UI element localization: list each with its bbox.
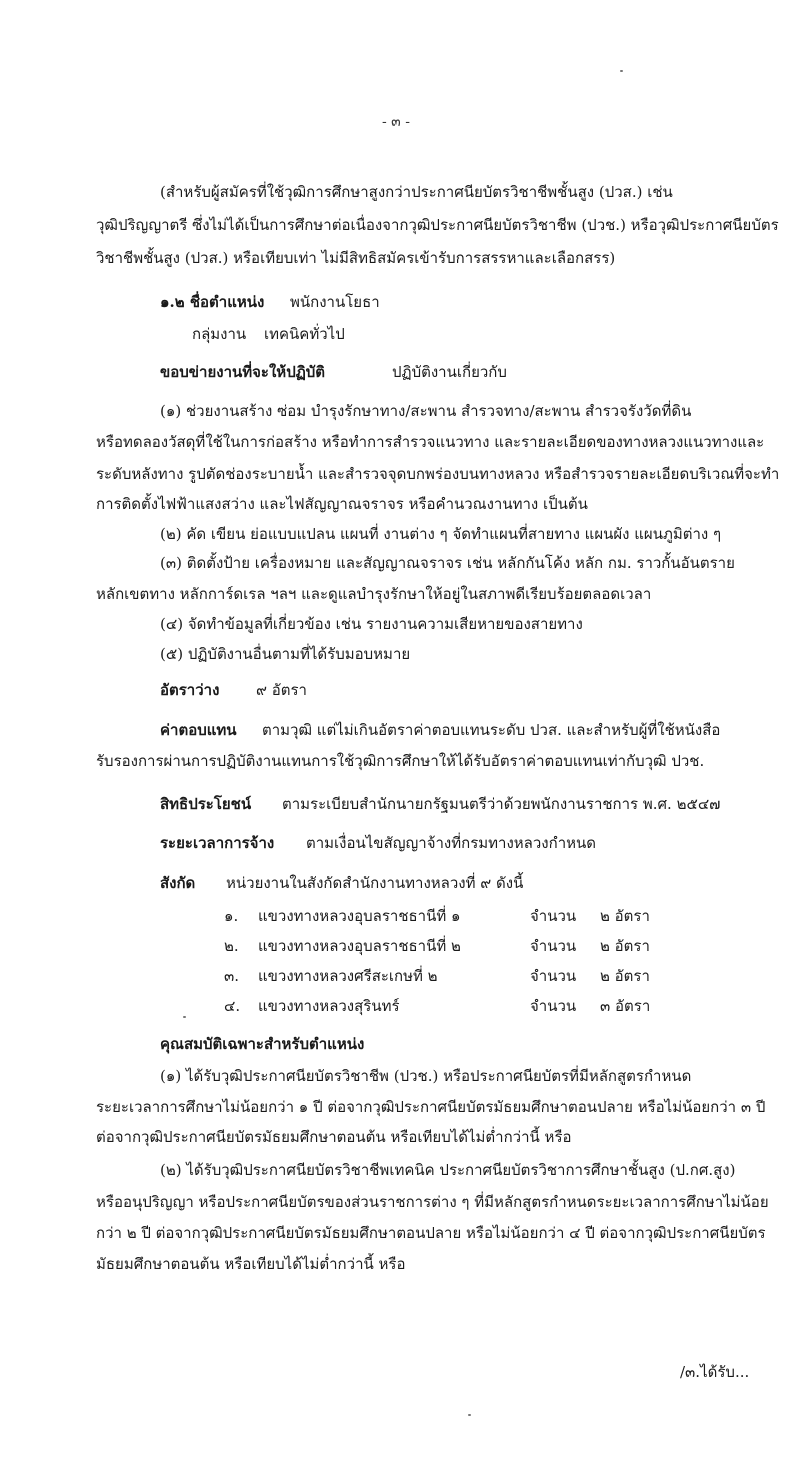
unit-count-label: จำนวน [530,907,577,925]
intro-line-2: วุฒิปริญญาตรี ซึ่งไม่ได้เป็นการศึกษาต่อเนื่องจากวุฒิประกาศนียบัตรวิชาชีพ (ปวช.) หรือวุฒิประกาศนียบัตร [96,216,779,234]
unit-count: ๒ อัตรา [600,907,650,925]
duration-value: ตามเงื่อนไขสัญญาจ้างที่กรมทางหลวงกำหนด [306,834,597,852]
scope-value: ปฏิบัติงานเกี่ยวกับ [392,363,507,381]
duty-line: (๓) ติดตั้งป้าย เครื่องหมาย และสัญญาณจราจร เช่น หลักกันโค้ง หลัก กม. ราวกั้นอันตราย [160,554,735,572]
unit-count: ๓ อัตรา [600,997,651,1015]
qualification-line: ต่อจากวุฒิประกาศนียบัตรมัธยมศึกษาตอนต้น หรือเทียบได้ไม่ต่ำกว่านี้ หรือ [96,1128,572,1146]
group-label: กลุ่มงาน [192,325,247,343]
vacancy-label: อัตราว่าง [160,681,220,699]
unit-number: ๔. [224,997,241,1015]
intro-line-1: (สำหรับผู้สมัครที่ใช้วุฒิการศึกษาสูงกว่าประกาศนียบัตรวิชาชีพชั้นสูง (ปวส.) เช่น [160,183,673,201]
affiliation-label: สังกัด [160,874,196,892]
duty-line: หรือทดลองวัสดุที่ใช้ในการก่อสร้าง หรือทำการสำรวจแนวทาง และรายละเอียดของทางหลวงแนวทางและ [96,433,765,451]
qualification-line: กว่า ๒ ปี ต่อจากวุฒิประกาศนียบัตรมัธยมศึกษาตอนปลาย หรือไม่น้อยกว่า ๔ ปี ต่อจากวุฒิประกาศนียบัตร [96,1224,766,1242]
unit-name: แขวงทางหลวงอุบลราชธานีที่ ๑ [258,907,461,925]
unit-count-label: จำนวน [530,997,577,1015]
unit-count: ๒ อัตรา [600,937,650,955]
vacancy-value: ๙ อัตรา [256,681,307,699]
compensation-text-2: รับรองการผ่านการปฏิบัติงานแทนการใช้วุฒิการศึกษาให้ได้รับอัตราค่าตอบแทนเท่ากับวุฒิ ปวช. [96,752,705,770]
continuation-marker: /๓.ได้รับ... [680,1363,750,1381]
duty-line: (๑) ช่วยงานสร้าง ซ่อม บำรุงรักษาทาง/สะพาน สำรวจทาง/สะพาน สำรวจรังวัดที่ดิน [160,402,692,420]
compensation-text-1: ตามวุฒิ แต่ไม่เกินอัตราค่าตอบแทนระดับ ปวส. และสำหรับผู้ที่ใช้หนังสือ [262,721,721,739]
position-value: พนักงานโยธา [290,293,380,311]
intro-line-3: วิชาชีพชั้นสูง (ปวส.) หรือเทียบเท่า ไม่มีสิทธิสมัครเข้ารับการสรรหาและเลือกสรร) [96,249,616,267]
unit-name: แขวงทางหลวงศรีสะเกษที่ ๒ [258,967,438,985]
qualification-line: (๑) ได้รับวุฒิประกาศนียบัตรวิชาชีพ (ปวช.) หรือประกาศนียบัตรที่มีหลักสูตรกำหนด [160,1067,692,1085]
unit-number: ๑. [224,907,239,925]
unit-number: ๓. [224,967,240,985]
unit-number: ๒. [224,937,239,955]
unit-count-label: จำนวน [530,967,577,985]
benefits-label: สิทธิประโยชน์ [160,795,252,813]
qualification-line: มัธยมศึกษาตอนต้น หรือเทียบได้ไม่ต่ำกว่านี้ หรือ [96,1255,406,1273]
duty-line: (๒) คัด เขียน ย่อแบบแปลน แผนที่ งานต่าง ๆ จัดทำแผนที่สายทาง แผนผัง แผนภูมิต่าง ๆ [160,525,722,543]
duty-line: (๔) จัดทำข้อมูลที่เกี่ยวข้อง เช่น รายงานความเสียหายของสายทาง [160,615,583,633]
unit-name: แขวงทางหลวงสุรินทร์ [258,997,400,1015]
scan-speck [468,1414,471,1416]
scope-label: ขอบข่ายงานที่จะให้ปฏิบัติ [160,363,326,381]
scan-speck [183,1016,186,1018]
duty-line: (๕) ปฏิบัติงานอื่นตามที่ได้รับมอบหมาย [160,645,411,663]
page-number: - ๓ - [382,114,410,130]
qualification-line: (๒) ได้รับวุฒิประกาศนียบัตรวิชาชีพเทคนิค ประกาศนียบัตรวิชาการศึกษาชั้นสูง (ป.กศ.สูง) [160,1161,736,1179]
position-label: ๑.๒ ชื่อตำแหน่ง [160,293,265,311]
unit-count: ๒ อัตรา [600,967,650,985]
affiliation-value: หน่วยงานในสังกัดสำนักงานทางหลวงที่ ๙ ดังนี้ [226,874,524,892]
unit-count-label: จำนวน [530,937,577,955]
qualifications-heading: คุณสมบัติเฉพาะสำหรับตำแหน่ง [160,1035,365,1053]
duty-line: หลักเขตทาง หลักการ์ดเรล ฯลฯ และดูแลบำรุงรักษาให้อยู่ในสภาพดีเรียบร้อยตลอดเวลา [96,585,652,603]
group-value: เทคนิคทั่วไป [264,325,345,343]
compensation-label: ค่าตอบแทน [160,721,237,739]
scan-speck [620,70,623,72]
qualification-line: ระยะเวลาการศึกษาไม่น้อยกว่า ๑ ปี ต่อจากวุฒิประกาศนียบัตรมัธยมศึกษาตอนปลาย หรือไม่น้อยกว่า ๓ ปี [96,1098,766,1116]
qualification-line: หรืออนุปริญญา หรือประกาศนียบัตรของส่วนราชการต่าง ๆ ที่มีหลักสูตรกำหนดระยะเวลาการศึกษาไม่น้อย [96,1193,769,1211]
duration-label: ระยะเวลาการจ้าง [160,834,275,852]
benefits-value: ตามระเบียบสำนักนายกรัฐมนตรีว่าด้วยพนักงานราชการ พ.ศ. ๒๕๔๗ [282,795,721,813]
duty-line: ระดับหลังทาง รูปตัดช่องระบายน้ำ และสำรวจจุดบกพร่องบนทางหลวง หรือสำรวจรายละเอียดบริเวณที่จะทำ [96,465,780,483]
duty-line: การติดตั้งไฟฟ้าแสงสว่าง และไฟสัญญาณจราจร หรือคำนวณงานทาง เป็นต้น [96,495,588,513]
unit-name: แขวงทางหลวงอุบลราชธานีที่ ๒ [258,937,461,955]
